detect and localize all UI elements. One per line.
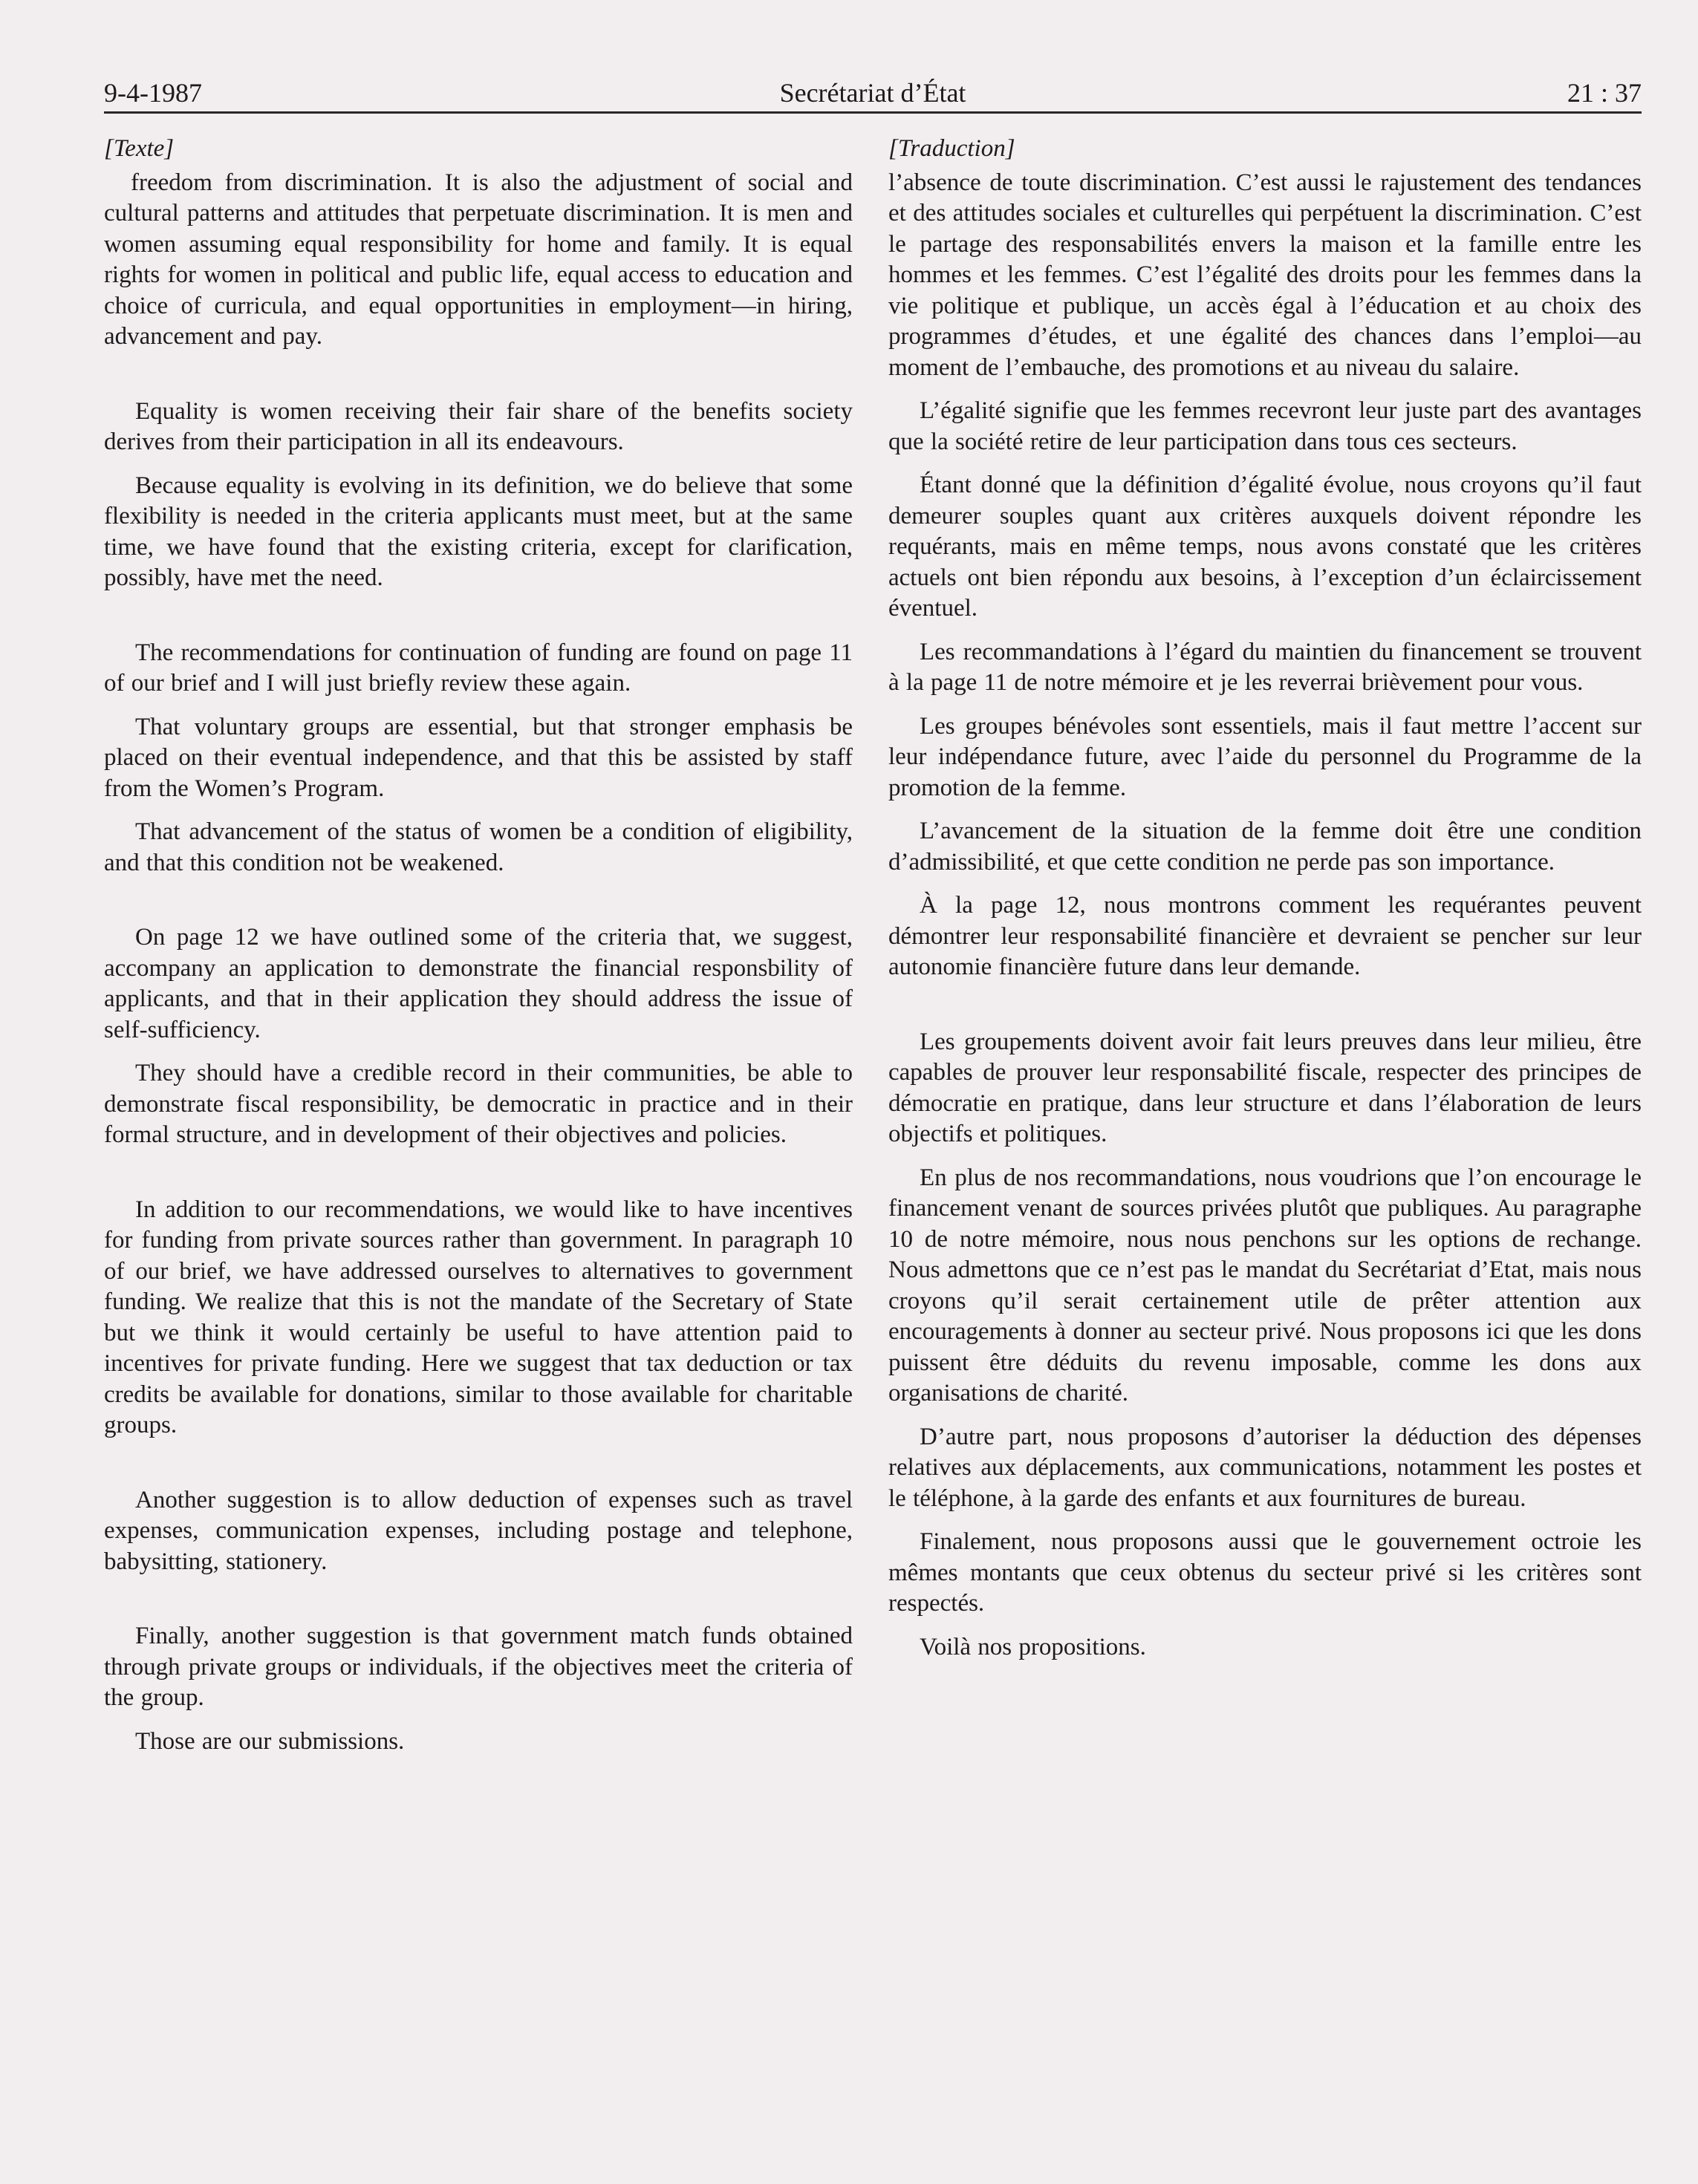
paragraph: Étant donné que la définition d’égalité évolue, nous croyons qu’il faut demeurer souples quant aux critères auxquels doivent répondre les requérants, mais en même temps, nous avons constaté que les critères actuels ont bien répondu aux besoins, à l’exception d’un éclaircissement éventuel. bbox=[888, 472, 1642, 622]
paragraph: D’autre part, nous proposons d’autoriser la déduction des dépenses relatives aux déplacements, aux communications, notamment les postes et le téléphone, à la garde des enfants et aux fournitures de bureau. bbox=[888, 1423, 1642, 1512]
paragraph: freedom from discrimination. It is also the adjustment of social and cultural patterns and attitudes that perpetuate discrimination. It is men and women assuming equal responsibility for home and family. It is equal rights for women in political and public life, equal access to education and choice of curricula, and equal opportunities in employment—in hiring, advancement and pay. bbox=[104, 169, 853, 350]
paragraph: L’avancement de la situation de la femme doit être une condition d’admissibilité, et que cette condition ne perde pas son importance. bbox=[888, 818, 1642, 876]
french-column bbox=[888, 134, 1642, 1663]
header-page-number: 21 : 37 bbox=[1567, 78, 1642, 108]
paragraph: Because equality is evolving in its definition, we do believe that some flexibility is needed in the criteria applicants must meet, but at the same time, we have found that the existing criteria, except for clarification, possibly, have met the need. bbox=[104, 472, 853, 591]
paragraph: They should have a credible record in their communities, be able to demonstrate fiscal responsibility, be democratic in practice and in their formal structure, and in development of their objectives and policies. bbox=[104, 1060, 853, 1148]
paragraph: Those are our submissions. bbox=[135, 1727, 405, 1755]
header-title: Secrétariat d’État bbox=[779, 78, 966, 108]
english-column-label: [Texte] bbox=[104, 135, 175, 162]
paragraph: l’absence de toute discrimination. C’est aussi le rajustement des tendances et des attitudes sociales et culturelles qui perpétuent la discrimination. C’est le partage des responsabilités envers la maison et la famille entre les hommes et les femmes. C’est l’égalité des droits pour les femmes dans la vie politique et publique, un accès égal à l’éducation et au choix des programmes d’études, et une égalité des chances dans l’emploi—au moment de l’embauche, des promotions et au niveau du salaire. bbox=[888, 169, 1642, 381]
paragraph: Finally, another suggestion is that government match funds obtained through private groups or individuals, if the objectives meet the criteria of the group. bbox=[104, 1623, 853, 1711]
paragraph: In addition to our recommendations, we would like to have incentives for funding from private sources rather than government. In paragraph 10 of our brief, we have addressed ourselves to alternatives to government funding. We realize that this is not the mandate of the Secretary of State but we think it would certainly be useful to have attention paid to incentives for private funding. Here we suggest that tax deduction or tax credits be available for donations, similar to those available for charitable groups. bbox=[104, 1196, 853, 1438]
paragraph: À la page 12, nous montrons comment les requérantes peuvent démontrer leur responsabilité financière et devraient se pencher sur leur autonomie financière future dans leur demande. bbox=[888, 892, 1642, 980]
paragraph: That voluntary groups are essential, but that stronger emphasis be placed on their eventual independence, and that this be assisted by staff from the Women’s Program. bbox=[104, 713, 853, 802]
header-date: 9-4-1987 bbox=[104, 78, 202, 108]
paragraph: On page 12 we have outlined some of the criteria that, we suggest, accompany an application to demonstrate the financial responsbility of applicants, and that in their application they should address the issue of self-sufficiency. bbox=[104, 924, 853, 1043]
english-column bbox=[104, 134, 853, 1757]
french-column-label: [Traduction] bbox=[888, 135, 1015, 162]
paragraph: Finalement, nous proposons aussi que le gouvernement octroie les mêmes montants que ceux obtenus du secteur privé si les critères sont respectés. bbox=[888, 1528, 1642, 1617]
paragraph: L’égalité signifie que les femmes recevront leur juste part des avantages que la société retire de leur participation dans tous ces secteurs. bbox=[888, 397, 1642, 455]
paragraph: Les recommandations à l’égard du maintien du financement se trouvent à la page 11 de notre mémoire et je les reverrai brièvement pour vous. bbox=[888, 638, 1642, 696]
paragraph: Les groupes bénévoles sont essentiels, mais il faut mettre l’accent sur leur indépendance future, avec l’aide du personnel du Programme de la promotion de la femme. bbox=[888, 712, 1642, 801]
paragraph: Voilà nos propositions. bbox=[920, 1633, 1146, 1660]
paragraph: Les groupements doivent avoir fait leurs preuves dans leur milieu, être capables de prouver leur responsabilité fiscale, respecter des principes de démocratie en pratique, dans leur structure et dans l’élaboration de leurs objectifs et politiques. bbox=[888, 1028, 1642, 1147]
paragraph: That advancement of the status of women be a condition of eligibility, and that this condition not be weakened. bbox=[104, 818, 853, 876]
paragraph: Equality is women receiving their fair share of the benefits society derives from their participation in all its endeavours. bbox=[104, 397, 853, 455]
paragraph: The recommendations for continuation of funding are found on page 11 of our brief and I will just briefly review these again. bbox=[104, 639, 853, 697]
page-header bbox=[104, 74, 1642, 114]
paragraph: Another suggestion is to allow deduction of expenses such as travel expenses, communication expenses, including postage and telephone, babysitting, stationery. bbox=[104, 1486, 853, 1575]
paragraph: En plus de nos recommandations, nous voudrions que l’on encourage le financement venant de sources privées plutôt que publiques. Au paragraphe 10 de notre mémoire, nous nous penchons sur les options de rechange. Nous admettons que ce n’est pas le mandat du Secrétariat d’Etat, mais nous croyons qu’il serait certainement utile de prêter attention aux encouragements à donner au secteur privé. Nous proposons ici que les dons puissent être déduits du revenu imposable, comme les dons aux organisations de charité. bbox=[888, 1164, 1642, 1406]
